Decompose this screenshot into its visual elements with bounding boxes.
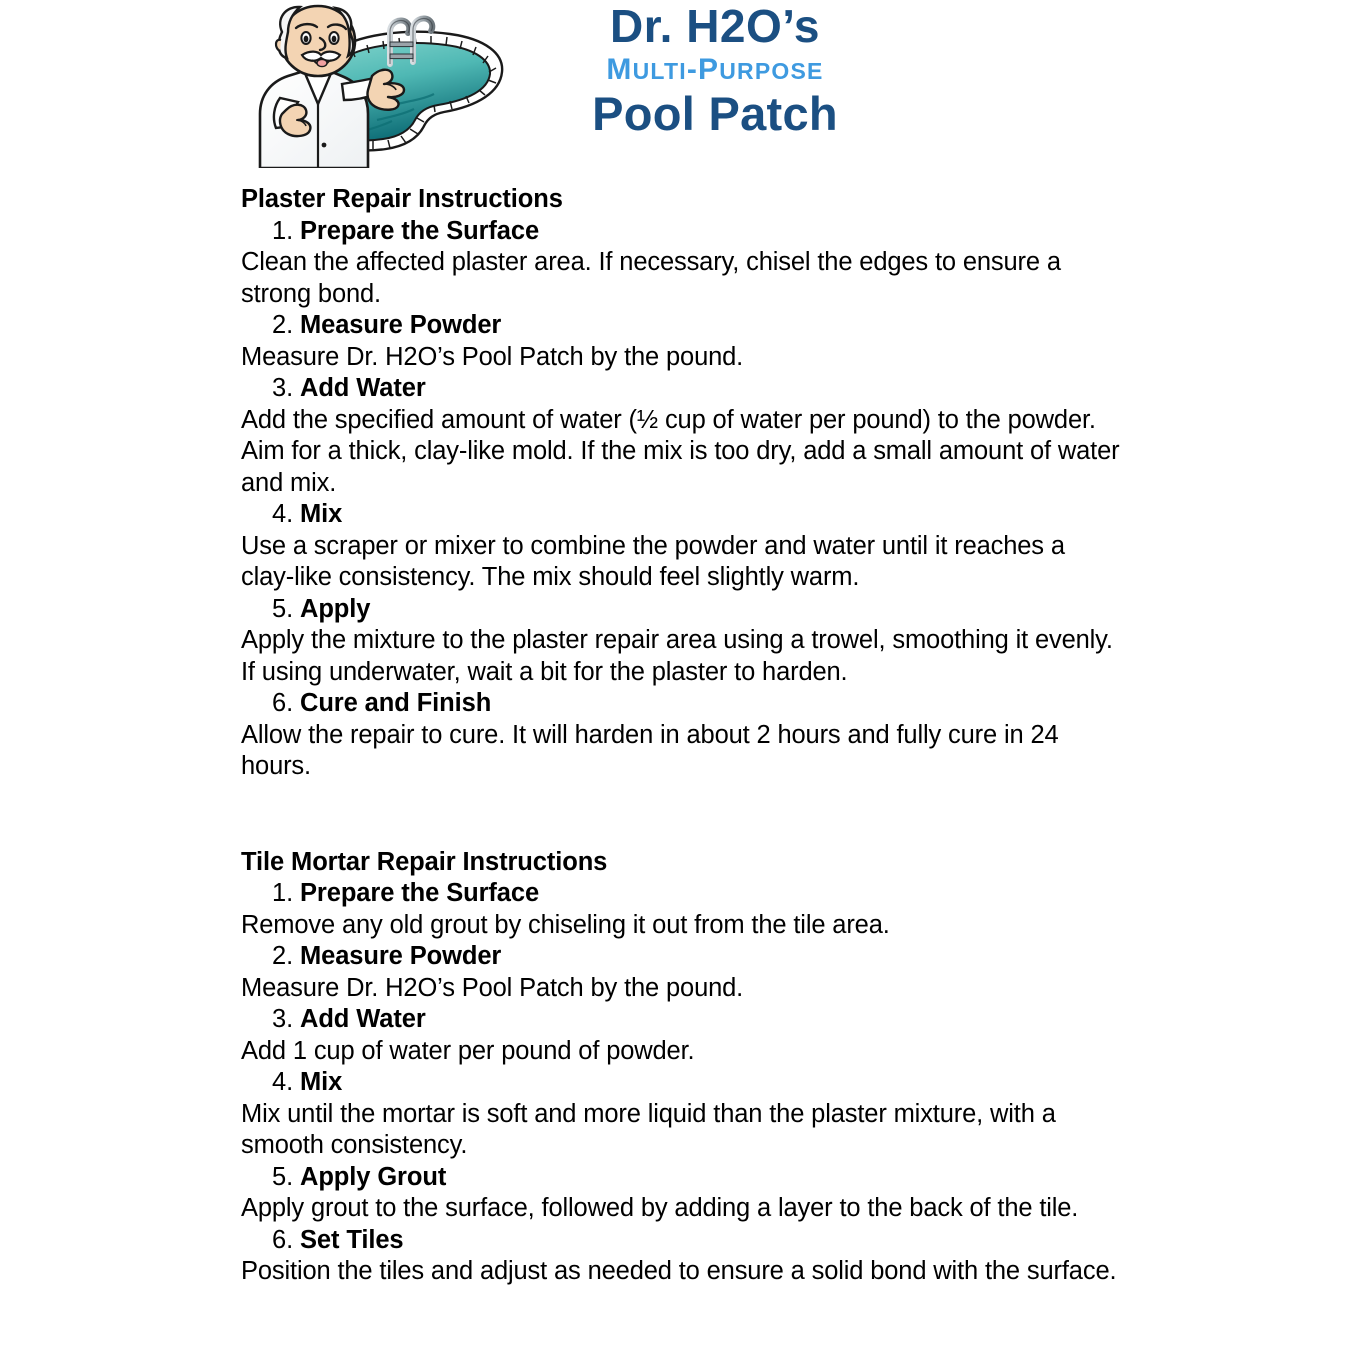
step-number: 1. — [272, 216, 294, 245]
step-number: 6. — [272, 1225, 294, 1254]
step-title — [241, 688, 1121, 720]
step-title-label: Prepare the Surface — [300, 879, 540, 907]
step-title — [241, 499, 1121, 531]
step-title-label: Apply — [300, 594, 371, 623]
brand-subtitle-text: MULTI-PURPOSE — [606, 53, 824, 87]
step-body: Measure Dr. H2O’s Pool Patch by the pound. — [241, 342, 744, 371]
step-title — [241, 373, 1121, 405]
step-title — [241, 310, 1121, 342]
step-body: Remove any old grout by chiseling it out from the tile area. — [241, 910, 890, 939]
step-title-label: Add Water — [300, 374, 426, 402]
section-heading: Plaster Repair Instructions — [241, 185, 563, 213]
step-title — [241, 1162, 1121, 1194]
step-title — [241, 594, 1121, 626]
section-heading: Tile Mortar Repair Instructions — [241, 847, 608, 876]
step-title-label: Prepare the Surface — [300, 216, 540, 245]
step-number: 4. — [272, 500, 294, 528]
section-plaster-repair — [241, 184, 1121, 783]
step-body: Allow the repair to cure. It will harden in about 2 hours and fully cure in 24 hours. — [241, 720, 1059, 780]
brand-subtitle-multi-purpose — [505, 52, 925, 88]
step-title-label: Add Water — [300, 1005, 426, 1033]
step-body: Apply grout to the surface, followed by adding a layer to the back of the tile. — [241, 1194, 1079, 1222]
step-number: 2. — [272, 311, 294, 339]
step-title — [241, 1004, 1121, 1036]
step-title-label: Measure Powder — [300, 942, 502, 970]
step-number: 4. — [272, 1068, 294, 1096]
step-body: Add the specified amount of water (½ cup of water per pound) to the powder. Aim for a thick, clay-like mold. If the mix is too dry, add a small amount of water and mix. — [241, 405, 1120, 497]
step-number: 2. — [272, 942, 294, 970]
brand-wordmark — [505, 2, 925, 140]
step-title-label: Set Tiles — [300, 1225, 404, 1254]
step-title-label: Measure Powder — [300, 311, 502, 339]
step-number: 6. — [272, 689, 294, 717]
step-body: Position the tiles and adjust as needed to ensure a solid bond with the surface. — [241, 1257, 1117, 1285]
step-title-label: Mix — [300, 1068, 343, 1096]
step-title — [241, 941, 1121, 973]
instructions-content — [241, 184, 1121, 1288]
step-title-label: Cure and Finish — [300, 689, 492, 717]
step-title — [241, 1225, 1121, 1257]
brand-title-dr-h2os: Dr. H2O’s — [610, 0, 820, 52]
step-body: Clean the affected plaster area. If necessary, chisel the edges to ensure a strong bond. — [241, 248, 1061, 308]
step-title — [241, 216, 1121, 248]
step-title — [241, 1067, 1121, 1099]
step-body: Mix until the mortar is soft and more liquid than the plaster mixture, with a smooth consistency. — [241, 1099, 1056, 1159]
step-body: Use a scraper or mixer to combine the powder and water until it reaches a clay-like consistency. The mix should feel slightly warm. — [241, 531, 1065, 591]
step-number: 1. — [272, 879, 294, 907]
step-number: 5. — [272, 1162, 294, 1191]
step-number: 3. — [272, 374, 294, 402]
step-title-label: Mix — [300, 500, 343, 528]
brand-title-pool-patch: Pool Patch — [592, 87, 838, 141]
step-body: Measure Dr. H2O’s Pool Patch by the pound. — [241, 973, 744, 1002]
step-body: Apply the mixture to the plaster repair area using a trowel, smoothing it evenly. If using underwater, wait a bit for the plaster to harden. — [241, 626, 1113, 686]
dr-h2o-pool-logo-icon — [238, 2, 510, 168]
step-body: Add 1 cup of water per pound of powder. — [241, 1036, 695, 1065]
step-title-label: Apply Grout — [300, 1162, 447, 1191]
step-number: 5. — [272, 594, 294, 623]
step-title — [241, 878, 1121, 910]
step-number: 3. — [272, 1005, 294, 1033]
document-header — [0, 0, 1347, 178]
section-tile-mortar-repair — [241, 847, 1121, 1288]
